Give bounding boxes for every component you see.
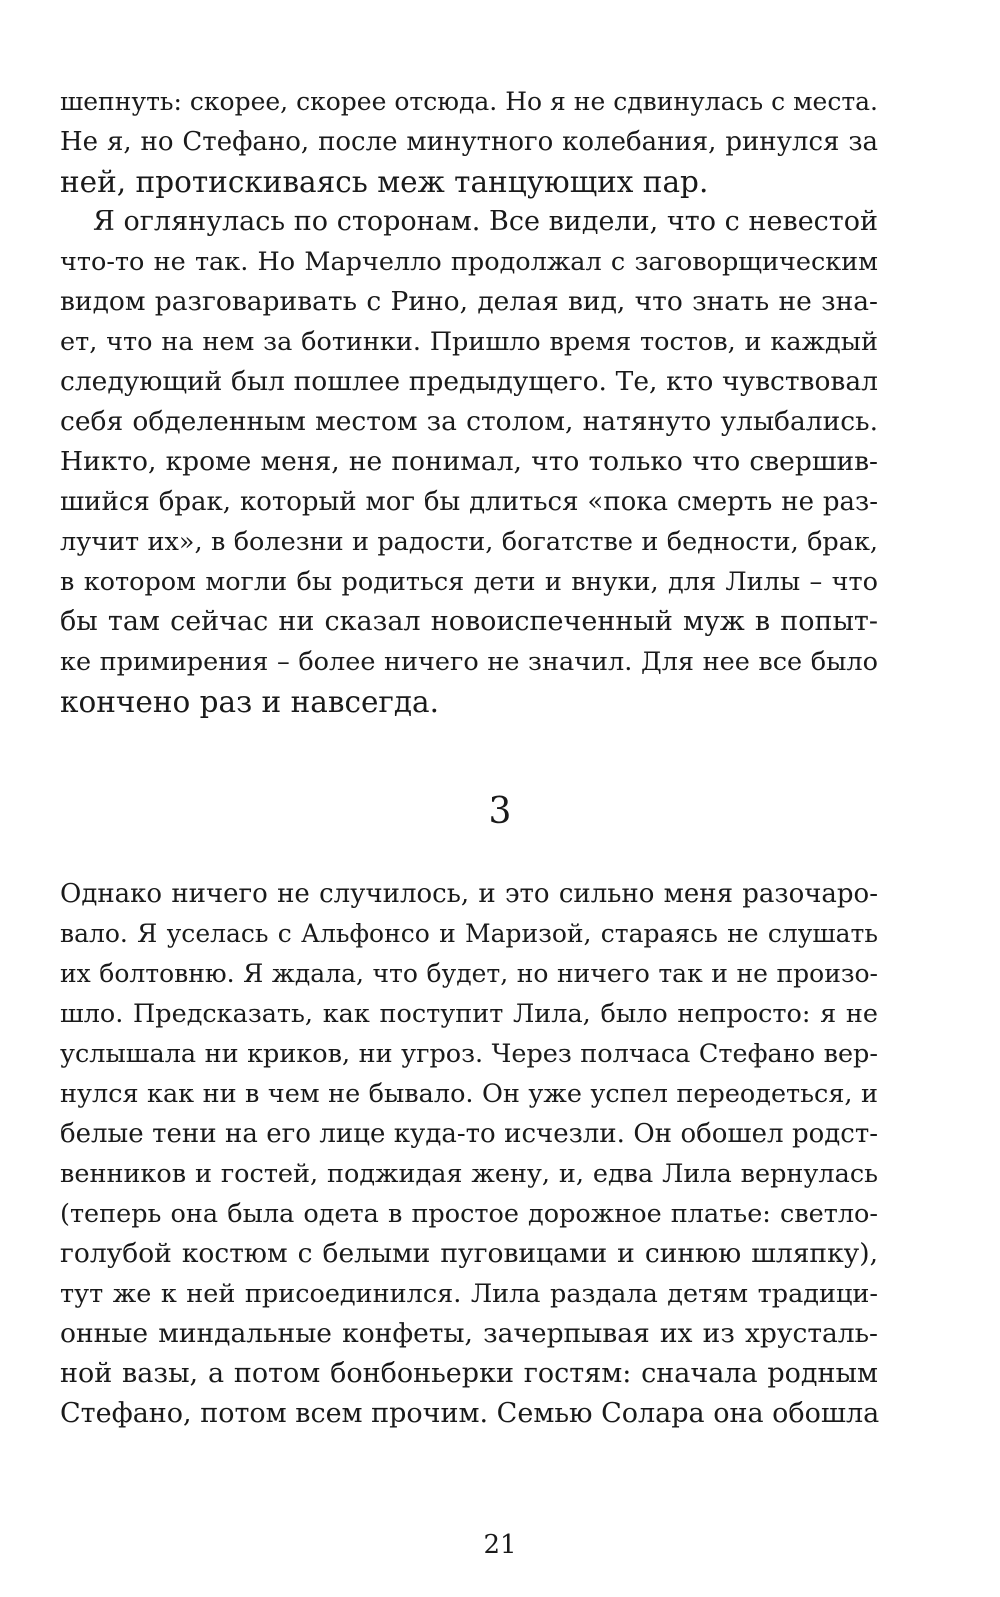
text-line: Однако ничего не случилось, и это сильно меня разочаро- [60, 879, 878, 909]
text-line: (теперь она была одета в простое дорожное платье: светло- [60, 1199, 878, 1229]
text-line: Не я, но Стефано, после минутного колебания, ринулся за [60, 127, 878, 157]
text-line: ней, протискиваясь меж танцующих пар. [60, 165, 709, 199]
text-line: онные миндальные конфеты, зачерпывая их из хрусталь- [60, 1318, 878, 1349]
text-line: вало. Я уселась с Альфонсо и Маризой, стараясь не слушать [60, 919, 878, 948]
text-line: себя обделенным местом за столом, натянуто улыбались. [60, 406, 878, 437]
text-line: шийся брак, который мог бы длиться «пока смерть не раз- [60, 487, 878, 517]
text-line: шло. Предсказать, как поступит Лила, было непросто: я не [60, 999, 878, 1029]
page-number: 21 [483, 1530, 517, 1560]
text-line: Стефано, потом всем прочим. Семью Солара она обошла [60, 1398, 880, 1429]
text-line: ке примирения – более ничего не значил. Для нее все было [60, 647, 878, 677]
text-line: следующий был пошлее предыдущего. Те, кто чувствовал [60, 366, 878, 397]
text-line: ет, что на нем за ботинки. Пришло время тостов, и каждый [60, 327, 878, 357]
text-line: тут же к ней присоединился. Лила раздала детям традици- [60, 1279, 878, 1309]
text-line: их болтовню. Я ждала, что будет, но ничего так и не произо- [60, 959, 878, 988]
text-line: венников и гостей, поджидая жену, и, едва Лила вернулась [60, 1159, 878, 1189]
text-line: белые тени на его лице куда-то исчезли. Он обошел родст- [60, 1119, 878, 1149]
text-line: лучит их», в болезни и радости, богатстве и бедности, брак, [60, 527, 878, 557]
text-line: Никто, кроме меня, не понимал, что только что свершив- [60, 446, 878, 477]
text-line: видом разговаривать с Рино, делая вид, что знать не зна- [60, 286, 878, 317]
text-line: голубой костюм с белыми пуговицами и синюю шляпку), [60, 1238, 878, 1269]
text-line: услышала ни криков, ни угроз. Через полчаса Стефано вер- [60, 1039, 878, 1069]
text-line: нулся как ни в чем не бывало. Он уже успел переодеться, и [60, 1079, 878, 1109]
text-line: ной вазы, а потом бонбоньерки гостям: сначала родным [60, 1358, 878, 1389]
text-line: бы там сейчас ни сказал новоиспеченный муж в попыт- [60, 606, 878, 637]
text-line: шепнуть: скорее, скорее отсюда. Но я не сдвинулась с места. [60, 87, 878, 116]
text-line: Я оглянулась по сторонам. Все видели, что с невестой [93, 206, 878, 237]
chapter-number: 3 [488, 791, 512, 832]
text-line: кончено раз и навсегда. [60, 685, 440, 719]
text-line: что-то не так. Но Марчелло продолжал с заговорщическим [60, 247, 878, 277]
text-line: в котором могли бы родиться дети и внуки, для Лилы – что [60, 567, 878, 597]
